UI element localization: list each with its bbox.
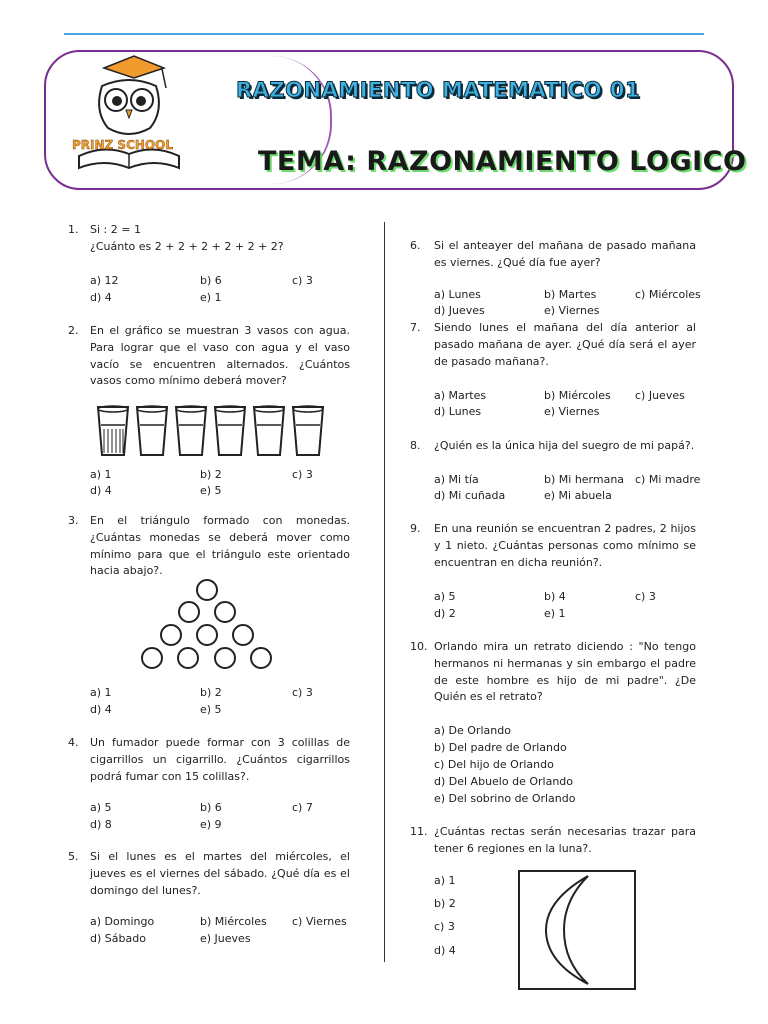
question-number: 9. (410, 522, 421, 535)
question-number: 5. (68, 850, 79, 863)
option[interactable]: b) 4 (544, 590, 566, 603)
option[interactable]: a) Domingo (90, 915, 155, 928)
option[interactable]: d) Jueves (434, 304, 485, 317)
topic-value: RAZONAMIENTO LOGICO (366, 146, 747, 177)
question-number: 6. (410, 239, 421, 252)
question-number: 7. (410, 321, 421, 334)
question-text: Si el anteayer del mañana de pasado mañana es viernes. ¿Qué día fue ayer? (434, 239, 696, 269)
question-10 (410, 639, 696, 709)
option[interactable]: e) 1 (544, 607, 566, 620)
option[interactable]: b) 6 (200, 801, 222, 814)
option[interactable]: a) 5 (434, 590, 456, 603)
option[interactable]: e) Del sobrino de Orlando (434, 792, 576, 805)
question-number: 3. (68, 514, 79, 527)
option[interactable]: e) 9 (200, 818, 222, 831)
option[interactable]: b) 6 (200, 274, 222, 287)
question-11 (410, 824, 696, 860)
option[interactable]: a) 12 (90, 274, 119, 287)
option[interactable]: e) Jueves (200, 932, 251, 945)
glass-icon (98, 407, 323, 455)
option[interactable]: c) Del hijo de Orlando (434, 758, 554, 771)
option[interactable]: e) Viernes (544, 405, 600, 418)
option[interactable]: c) 3 (292, 686, 313, 699)
option[interactable]: b) Miércoles (200, 915, 267, 928)
question-text: Siendo lunes el mañana del día anterior al pasado mañana de ayer. ¿Qué día será el ayer de pasado mañana?. (434, 321, 696, 368)
option[interactable]: d) 2 (434, 607, 456, 620)
option[interactable]: c) 7 (292, 801, 313, 814)
option[interactable]: c) 3 (434, 920, 455, 933)
question-6 (410, 238, 696, 274)
question-3 (68, 513, 350, 578)
question-9 (410, 521, 696, 573)
option[interactable]: d) Sábado (90, 932, 146, 945)
option[interactable]: c) Mi madre (635, 473, 701, 486)
option[interactable]: d) Del Abuelo de Orlando (434, 775, 573, 788)
option[interactable]: d) Lunes (434, 405, 482, 418)
option[interactable]: e) Viernes (544, 304, 600, 317)
option[interactable]: b) 2 (434, 897, 456, 910)
option[interactable]: d) Mi cuñada (434, 489, 506, 502)
option[interactable]: b) Del padre de Orlando (434, 741, 567, 754)
question-4 (68, 735, 350, 787)
option[interactable]: a) Lunes (434, 288, 481, 301)
question-number: 11. (410, 825, 428, 838)
question-text: En una reunión se encuentran 2 padres, 2 hijos y 1 nieto. ¿Cuántas personas como mínimo se encuentran en dicha reunión?. (434, 522, 696, 569)
question-text: Si : 2 = 1 (90, 223, 141, 236)
question-number: 10. (410, 640, 428, 653)
question-2 (68, 323, 350, 393)
option[interactable]: e) 1 (200, 291, 222, 304)
option[interactable]: d) 4 (90, 703, 112, 716)
question-text: Si el lunes es el martes del miércoles, el jueves es el viernes del sábado. ¿Qué día es el domingo del lunes?. (90, 850, 350, 897)
option[interactable]: b) Miércoles (544, 389, 611, 402)
option[interactable]: d) 4 (90, 291, 112, 304)
option[interactable]: b) 2 (200, 686, 222, 699)
question-8 (410, 438, 696, 456)
option[interactable]: a) 1 (90, 686, 112, 699)
question-text: En el gráfico se muestran 3 vasos con agua. Para lograr que el vaso con agua y el vaso vacío se encuentren alternados. ¿Cuántos vasos como mínimo deberá mover? (90, 324, 350, 388)
question-text: Orlando mira un retrato diciendo : "No tengo hermanos ni hermanas y sin embargo el padre de este hombre es hijo de mi padre". ¿De Quién es el retrato? (434, 640, 696, 704)
option[interactable]: c) 3 (292, 468, 313, 481)
top-rule (64, 33, 704, 35)
option[interactable]: c) 3 (292, 274, 313, 287)
coins-triangle-figure (136, 578, 276, 670)
logo-text: PRINZ SCHOOL (72, 138, 173, 152)
column-divider (384, 222, 385, 962)
option[interactable]: a) Mi tía (434, 473, 479, 486)
question-number: 2. (68, 324, 79, 337)
option[interactable]: a) 1 (90, 468, 112, 481)
option[interactable]: c) Jueves (635, 389, 685, 402)
option[interactable]: a) Martes (434, 389, 487, 402)
question-text: ¿Cuántas rectas serán necesarias trazar para tener 6 regiones en la luna?. (434, 825, 696, 855)
glasses-figure (96, 403, 336, 459)
option[interactable]: e) 5 (200, 703, 222, 716)
option[interactable]: a) De Orlando (434, 724, 511, 737)
question-7 (410, 320, 696, 372)
topic-heading (258, 146, 746, 177)
moon-figure (518, 870, 636, 990)
option[interactable]: a) 1 (434, 874, 456, 887)
question-text: ¿Cuánto es 2 + 2 + 2 + 2 + 2 + 2? (90, 239, 284, 253)
option[interactable]: d) 4 (90, 484, 112, 497)
question-5 (68, 849, 350, 901)
question-1 (68, 222, 350, 262)
question-number: 4. (68, 736, 79, 749)
option[interactable]: b) 2 (200, 468, 222, 481)
question-text: En el triángulo formado con monedas. ¿Cuántas monedas se deberá mover como mínimo para que el triángulo este orientado hacia abajo?. (90, 514, 350, 578)
option[interactable]: e) 5 (200, 484, 222, 497)
option[interactable]: b) Mi hermana (544, 473, 625, 486)
page-title: RAZONAMIENTO MATEMATICO 01 (236, 78, 641, 102)
option[interactable]: c) Viernes (292, 915, 347, 928)
question-text: Un fumador puede formar con 3 colillas de cigarrillos un cigarrillo. ¿Cuántos cigarrillos podrá fumar con 15 colillas?. (90, 736, 350, 783)
option[interactable]: d) 4 (434, 944, 456, 957)
question-number: 8. (410, 439, 421, 452)
topic-label: TEMA: (258, 146, 357, 177)
option[interactable]: b) Martes (544, 288, 597, 301)
option[interactable]: e) Mi abuela (544, 489, 612, 502)
question-number: 1. (68, 223, 79, 236)
option[interactable]: a) 5 (90, 801, 112, 814)
question-text: ¿Quién es la única hija del suegro de mi papá?. (434, 439, 695, 452)
option[interactable]: d) 8 (90, 818, 112, 831)
owl-logo-icon (64, 56, 194, 186)
option[interactable]: c) 3 (635, 590, 656, 603)
option[interactable]: c) Miércoles (635, 288, 701, 301)
